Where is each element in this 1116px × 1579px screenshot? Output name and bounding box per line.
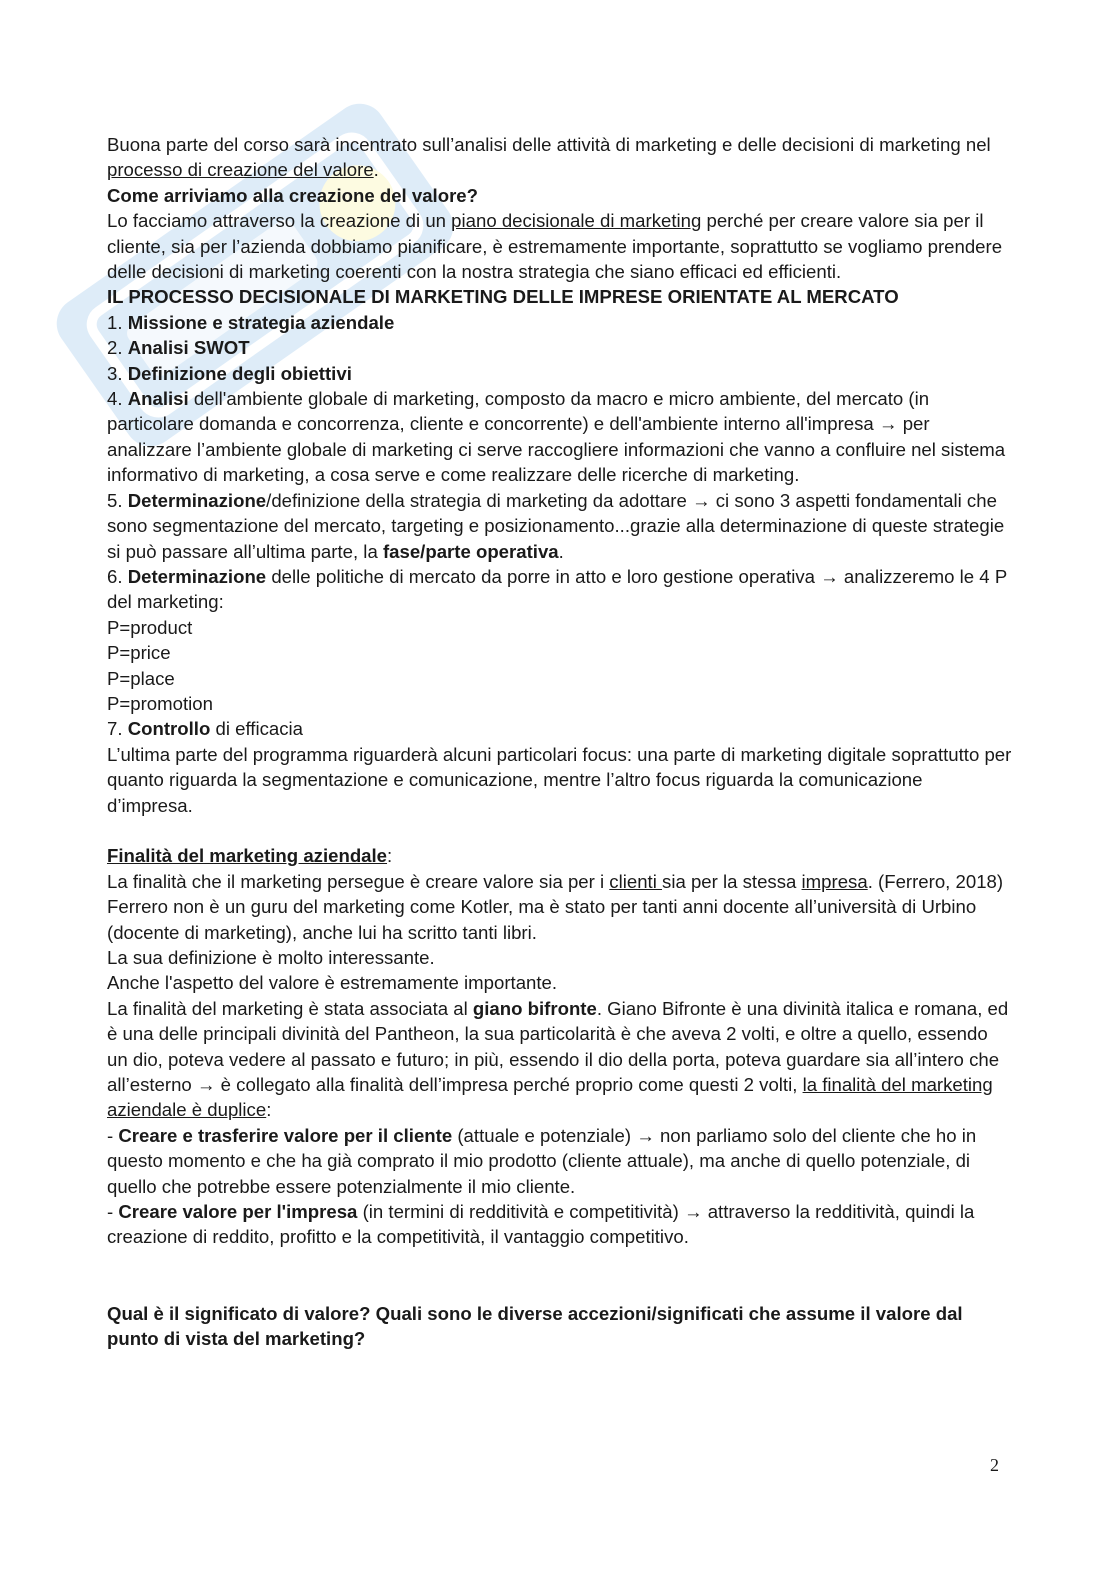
process-step-7: 7. Controllo di efficacia bbox=[107, 718, 303, 740]
finalita-heading: Finalità del marketing aziendale: bbox=[107, 845, 393, 867]
bullet-impresa: - Creare valore per l'impresa (in termini di redditività e competitività) → attraverso la redditività, quindi la creazione di reddito, profitto e la competitività, il vantaggio competitivo. bbox=[107, 1201, 975, 1248]
p-promotion: P=promotion bbox=[107, 692, 213, 714]
process-step-6: 6. Determinazione delle politiche di mercato da porre in atto e loro gestione operativa → analizzeremo le 4 P del marketing: bbox=[107, 565, 1007, 613]
process-step-1: 1. Missione e strategia aziendale bbox=[107, 311, 395, 333]
process-step-5: 5. Determinazione/definizione della strategia di marketing da adottare → ci sono 3 aspetti fondamentali che sono segmentazione del mercato, targeting e posizionamento...grazie alla determinazione di queste strategie si può passare all’ultima parte, la fase/parte operativa. bbox=[107, 489, 1005, 562]
value-question: Qual è il significato di valore? Quali sono le diverse accezioni/significati che assume il valore dal punto di vista del marketing? bbox=[107, 1302, 963, 1350]
ferrero-paragraph: Ferrero non è un guru del marketing come Kotler, ma è stato per tanti anni docente all’università di Urbino (docente di marketing), anche lui ha scritto tanti libri. bbox=[107, 896, 977, 943]
finalita-definition: La finalità che il marketing persegue è creare valore sia per i clienti sia per la stessa impresa. (Ferrero, 2018) bbox=[107, 870, 1004, 892]
definition-note: La sua definizione è molto interessante. bbox=[107, 946, 435, 968]
process-heading: IL PROCESSO DECISIONALE DI MARKETING DELLE IMPRESE ORIENTATE AL MERCATO bbox=[107, 286, 899, 308]
value-note: Anche l'aspetto del valore è estremamente importante. bbox=[107, 972, 558, 994]
process-step-3: 3. Definizione degli obiettivi bbox=[107, 362, 352, 384]
p-price: P=price bbox=[107, 642, 171, 664]
intro-paragraph: Buona parte del corso sarà incentrato sull’analisi delle attività di marketing e delle decisioni di marketing nel processo di creazione del valore. bbox=[107, 134, 991, 181]
intro-question: Come arriviamo alla creazione del valore? bbox=[107, 184, 479, 206]
process-step-4: 4. Analisi dell'ambiente globale di marketing, composto da macro e micro ambiente, del mercato (in particolare domanda e concorrenza, cliente e concorrente) e dell'ambiente interno all'impresa → per analizzare l’ambiente globale di marketing ci serve raccogliere informazioni che vanno a confluire nel sistema informativo di marketing, a cosa serve e come realizzare delle ricerche di marketing. bbox=[107, 388, 1006, 486]
giano-paragraph: La finalità del marketing è stata associata al giano bifronte. Giano Bifronte è una divinità italica e romana, ed è una delle principali divinità del Pantheon, la sua particolarità è che aveva 2 volti, e oltre a quello, essendo un dio, poteva vedere al passato e futuro; in più, essendo il dio della porta, poteva guardare sia all’intero che all’esterno → è collegato alla finalità dell’impresa perché proprio come questi 2 volti, la finalità del marketing aziendale è duplice: bbox=[107, 997, 1009, 1121]
bullet-cliente: - Creare e trasferire valore per il cliente (attuale e potenziale) → non parliamo solo del cliente che ho in questo momento e che ha già comprato il mio prodotto (cliente attuale), ma anche di quello potenziale, di quello che potrebbe essere potenzialmente il mio cliente. bbox=[107, 1124, 977, 1197]
process-closing: L’ultima parte del programma riguarderà alcuni particolari focus: una parte di marketing digitale soprattutto per quanto riguarda la segmentazione e comunicazione, mentre l’altro focus riguarda la comunicazione d’impresa. bbox=[107, 743, 1012, 816]
document-body bbox=[107, 132, 1012, 1351]
page-number: 2 bbox=[990, 1455, 999, 1475]
p-product: P=product bbox=[107, 616, 193, 638]
process-step-2: 2. Analisi SWOT bbox=[107, 337, 250, 359]
intro-answer: Lo facciamo attraverso la creazione di un piano decisionale di marketing perché per creare valore sia per il cliente, sia per l’azienda dobbiamo pianificare, è estremamente importante, soprattutto se vogliamo prendere delle decisioni di marketing coerenti con la nostra strategia che siano efficaci ed efficienti. bbox=[107, 210, 1003, 283]
p-place: P=place bbox=[107, 667, 175, 689]
